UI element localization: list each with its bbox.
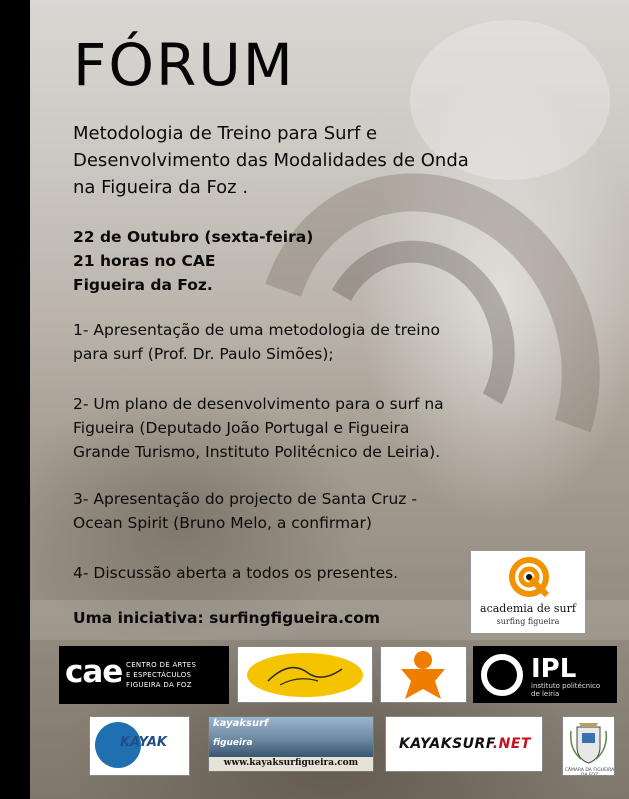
coat-of-arms-icon (563, 717, 614, 767)
orange-figure-logo (380, 646, 467, 703)
cae-line-2: E ESPECTÁCULOS (126, 671, 192, 679)
event-location: Figueira da Foz. (73, 276, 213, 294)
cae-logo (59, 646, 229, 704)
event-date: 22 de Outubro (sexta-feira) (73, 228, 314, 246)
orange-figure-icon (381, 647, 466, 702)
subtitle-line: Metodologia de Treino para Surf e (73, 123, 378, 144)
cae-line-3: FIGUEIRA DA FOZ (126, 681, 192, 689)
kayak-club-logo (89, 716, 190, 776)
cae-line-1: CENTRO DE ARTES (126, 661, 197, 669)
yellow-oval-logo (237, 646, 373, 703)
kayak-club-name: KAYAK (120, 735, 167, 750)
academia-de-surf-logo (470, 550, 586, 634)
poster-subtitle (73, 120, 469, 201)
poster-title: FÓRUM (73, 31, 295, 99)
kayaksurf-net-text (386, 736, 543, 752)
agenda-item-2 (73, 392, 444, 464)
agenda-line: 3- Apresentação do projecto de Santa Cruz - (73, 490, 417, 508)
ipl-ring-icon (481, 654, 523, 696)
kayaksurf-url: www.kayaksurfigueira.com (223, 758, 359, 768)
subtitle-line: na Figueira da Foz . (73, 177, 249, 198)
agenda-line: 2- Um plano de desenvolvimento para o surf na (73, 395, 444, 413)
agenda-item-4 (73, 561, 398, 585)
agenda-item-1 (73, 318, 440, 366)
subtitle-line: Desenvolvimento das Modalidades de Onda (73, 150, 469, 171)
kayaksurf-net-part2: .NET (492, 736, 531, 752)
initiative-credit: Uma iniciativa: surfingfigueira.com (73, 609, 381, 627)
academia-name: academia de surf (480, 602, 576, 615)
agenda-line: Grande Turismo, Instituto Politécnico de Leiria). (73, 443, 441, 461)
ipl-line-2: de leiria (531, 690, 560, 698)
kayaksurf-brand: kayaksurf (213, 718, 269, 729)
academia-surf-wave-icon (509, 557, 549, 597)
cae-logo-text: cae (65, 654, 123, 690)
municipality-caption: CÂMARA DA FIGUEIRA DA FOZ (564, 768, 615, 776)
agenda-line: Ocean Spirit (Bruno Melo, a confirmar) (73, 514, 372, 532)
ipl-logo (473, 646, 617, 703)
agenda-line: 4- Discussão aberta a todos os presentes. (73, 564, 399, 582)
event-time-venue: 21 horas no CAE (73, 252, 216, 270)
agenda-line: 1- Apresentação de uma metodologia de treino (73, 321, 440, 339)
event-info (73, 225, 313, 297)
kayaksurf-figueira-banner (208, 716, 374, 772)
academia-sub: surfing figueira (496, 617, 560, 626)
agenda-line: para surf (Prof. Dr. Paulo Simões); (73, 345, 334, 363)
yellow-oval-logo-icon (238, 647, 372, 702)
forum-poster (30, 0, 629, 799)
agenda-line: Figueira (Deputado João Portugal e Figueira (73, 419, 410, 437)
ipl-line-1: instituto politécnico (531, 682, 601, 690)
municipality-logo (562, 716, 615, 776)
agenda-item-3 (73, 487, 417, 535)
kayaksurf-net-part1: KAYAKSURF (399, 736, 493, 752)
ipl-name: IPL (531, 654, 577, 684)
kayaksurf-brand-sub: figueira (213, 738, 253, 748)
kayaksurf-net-logo (385, 716, 543, 772)
